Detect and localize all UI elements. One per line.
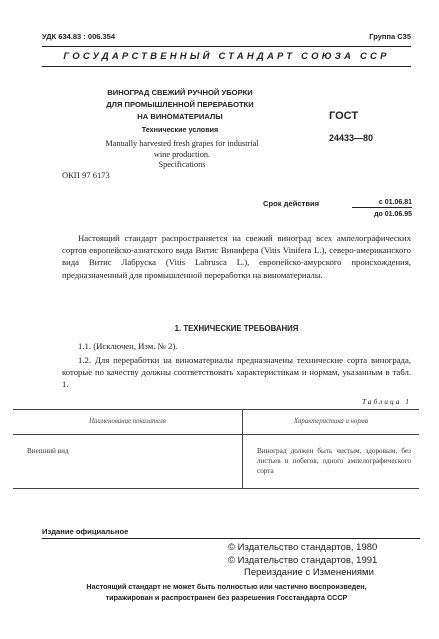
title-ru-line: ДЛЯ ПРОМЫШЛЕННОЙ ПЕРЕРАБОТКИ (106, 100, 254, 109)
intro-paragraph: Настоящий стандарт распространяется на свежий виноград всех ампелографических сортов европейско-азиатского вида Витис Винифера (Vitis Vinifera L.), северо-американского вида Витис Лабруска (Vitis Labrusca L.), европейско-амурского происхождения, предназначенный для промышленной переработки на виноматериалы. (62, 233, 411, 280)
table-cell-indicator: Внешний вид (27, 447, 69, 455)
header-rule-top (42, 46, 411, 47)
footer-rule (42, 538, 420, 539)
table-header-divider (13, 434, 419, 435)
official-edition-label: Издание официальное (42, 527, 129, 536)
table-caption: Таблица 1 (361, 397, 411, 406)
copyright-1980: © Издательство стандартов, 1980 (228, 542, 378, 553)
clause-1-2: 1.2. Для переработки на виноматериалы предназначены технические сорта винограда, которые по качеству должны соответствовать характеристикам и нормам, указанным в табл. 1. (62, 355, 411, 390)
clause-1-1: 1.1. (Исключен, Изм. № 2). (78, 341, 178, 351)
title-en-line: Specifications (158, 160, 206, 169)
group-code: Группа С35 (369, 32, 411, 41)
validity-from: с 01.06.81 (352, 199, 412, 208)
validity-to: до 01.06.95 (374, 211, 412, 218)
notice-line: Настоящий стандарт не может быть полностью или частично воспроизведен, (86, 582, 367, 591)
standard-banner: ГОСУДАРСТВЕННЫЙ СТАНДАРТ СОЮЗА ССР (63, 51, 390, 62)
table-header-norm: Характеристика и норма (293, 418, 369, 425)
table-1 (13, 409, 419, 489)
gost-label: ГОСТ (329, 110, 359, 122)
section-heading: 1. ТЕХНИЧЕСКИЕ ТРЕБОВАНИЯ (174, 324, 299, 333)
validity-label: Срок действия (263, 199, 320, 208)
title-en-line: wine production. (153, 149, 211, 159)
okp-code: ОКП 97 6173 (62, 170, 110, 180)
gost-number: 24433—80 (329, 133, 374, 143)
table-cell-norm: Виноград должен быть чистым, здоровым, без листьев и побегов, одного ампелографического сорта (257, 447, 411, 475)
notice-line: тиражирован и распространен без разрешения Госстандарта СССР (105, 593, 348, 602)
table-header-indicator: Наименование показателя (89, 418, 166, 425)
title-en-line: Manually harvested fresh grapes for industrial (105, 139, 259, 148)
document-title-en (62, 139, 302, 171)
header-rule-bottom (42, 66, 411, 67)
udk-code: УДК 634.83 : 006.354 (42, 32, 116, 41)
reproduction-notice (42, 581, 411, 603)
title-ru-line: НА ВИНОМАТЕРИАЛЫ (137, 112, 223, 121)
reprint-note: Переиздание с Изменениями (244, 567, 374, 578)
copyright-1991: © Издательство стандартов, 1991 (228, 555, 378, 566)
document-title-ru (70, 87, 290, 123)
title-ru-line: ВИНОГРАД СВЕЖИЙ РУЧНОЙ УБОРКИ (107, 88, 253, 97)
document-subtitle: Технические условия (141, 125, 219, 134)
